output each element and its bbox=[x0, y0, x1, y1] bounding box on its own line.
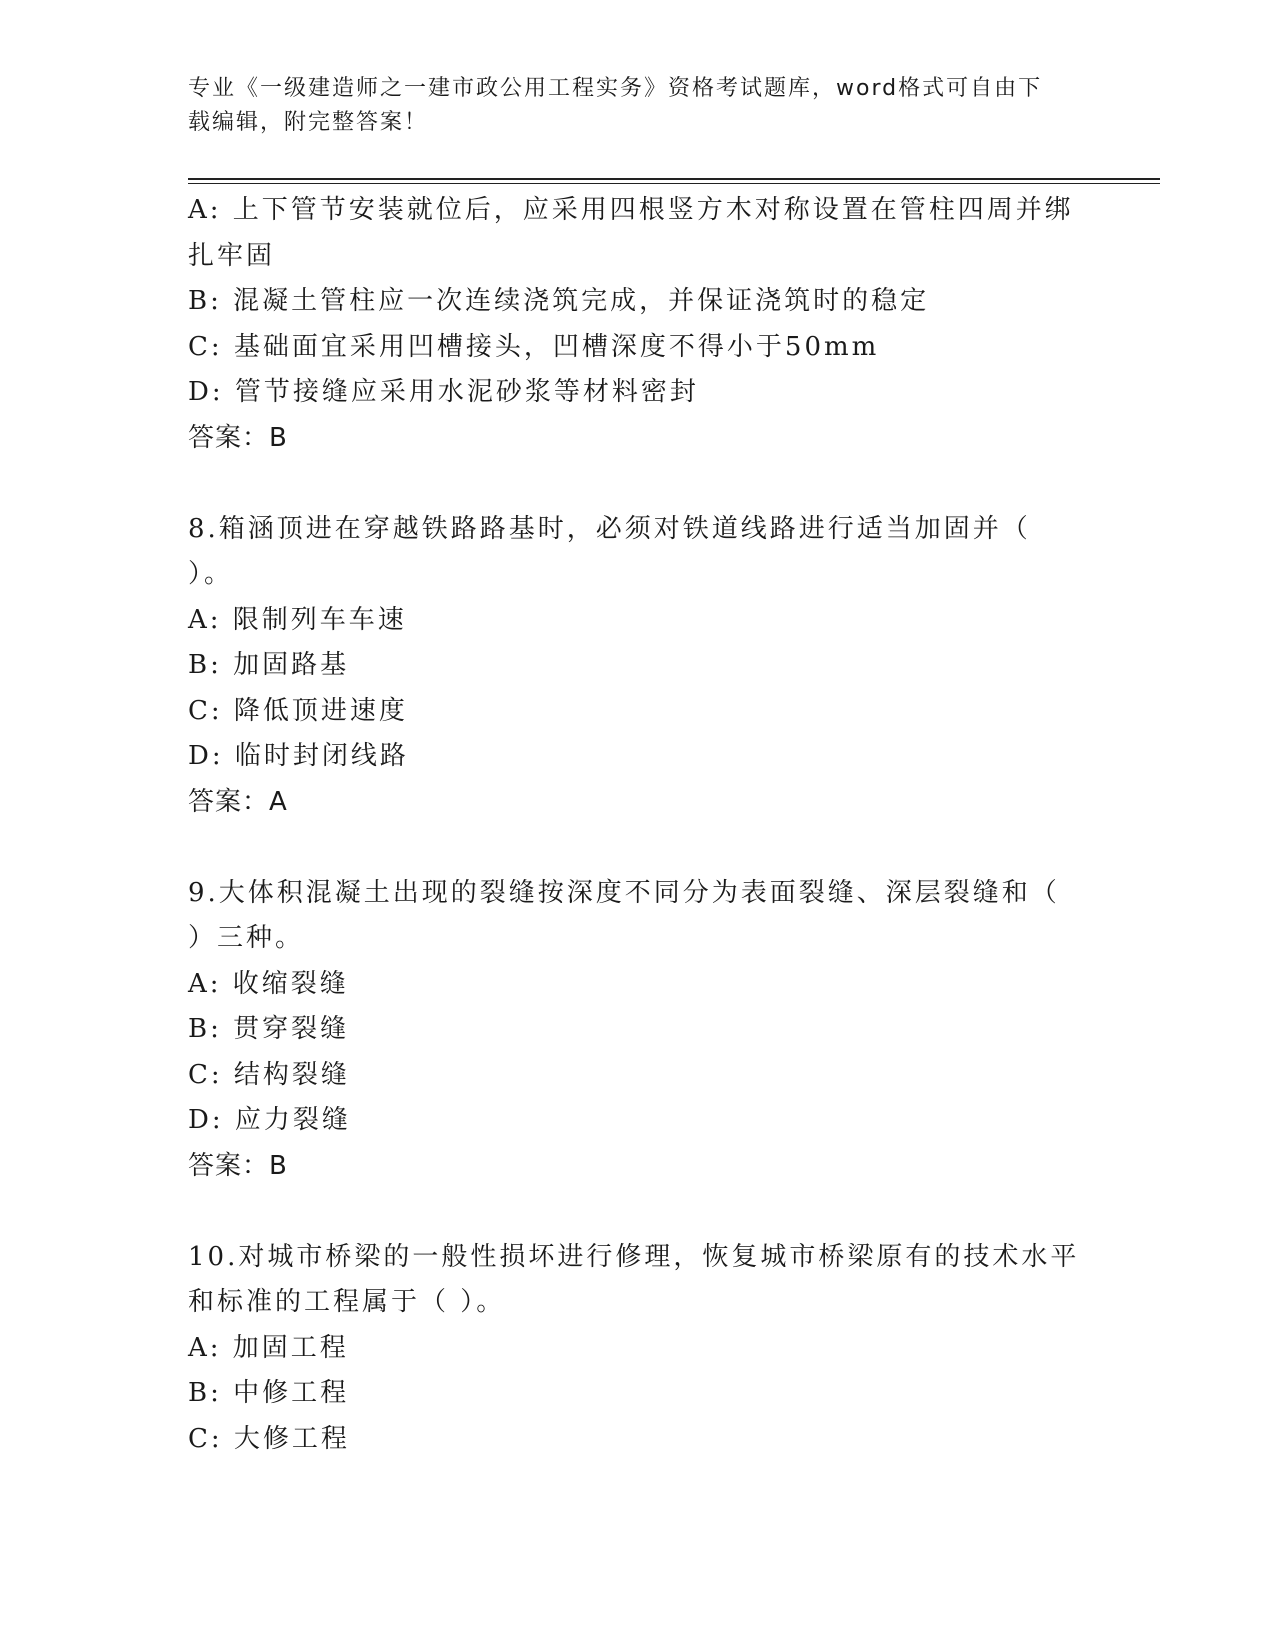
answer: 答案：B bbox=[188, 1150, 288, 1181]
option-b: B: 加固路基 bbox=[188, 650, 350, 680]
question-stem-continued: ）三种。 bbox=[188, 923, 305, 953]
option-b: B: 混凝土管柱应一次连续浇筑完成，并保证浇筑时的稳定 bbox=[188, 286, 930, 316]
spacer bbox=[188, 825, 1088, 871]
header-line-1: 专业《一级建造师之一建市政公用工程实务》资格考试题库，word格式可自由下 bbox=[188, 76, 1043, 101]
question-10 bbox=[188, 1235, 1088, 1463]
header-divider-thick bbox=[188, 178, 1160, 180]
spacer bbox=[188, 461, 1088, 507]
question-stem: 8.箱涵顶进在穿越铁路路基时，必须对铁道线路进行适当加固并（ bbox=[188, 513, 1031, 544]
option-a-continued: 扎牢固 bbox=[188, 240, 276, 271]
option-a: A: 加固工程 bbox=[188, 1332, 349, 1363]
option-b: B: 中修工程 bbox=[188, 1378, 350, 1408]
question-stem-continued: 和标准的工程属于（ ）。 bbox=[188, 1287, 506, 1317]
option-d: D: 管节接缝应采用水泥砂浆等材料密封 bbox=[188, 377, 699, 407]
spacer bbox=[188, 1189, 1088, 1235]
question-stem: 10.对城市桥梁的一般性损坏进行修理，恢复城市桥梁原有的技术水平 bbox=[188, 1241, 1080, 1272]
question-7 bbox=[188, 188, 1088, 461]
answer: 答案：A bbox=[188, 786, 288, 817]
option-a: A: 上下管节安装就位后，应采用四根竖方木对称设置在管柱四周并绑 bbox=[188, 195, 1074, 225]
document-header bbox=[188, 72, 1088, 140]
question-stem-continued: ）。 bbox=[188, 559, 234, 589]
option-c: C: 基础面宜采用凹槽接头，凹槽深度不得小于50mm bbox=[188, 331, 880, 362]
option-c: C: 降低顶进速度 bbox=[188, 695, 408, 726]
question-content bbox=[188, 188, 1088, 1462]
question-8 bbox=[188, 507, 1088, 826]
header-line-2: 载编辑，附完整答案！ bbox=[188, 110, 429, 135]
option-a: A: 限制列车车速 bbox=[188, 604, 407, 635]
question-stem: 9.大体积混凝土出现的裂缝按深度不同分为表面裂缝、深层裂缝和（ bbox=[188, 877, 1060, 908]
header-divider-thin bbox=[188, 183, 1160, 184]
answer: 答案：B bbox=[188, 422, 288, 453]
option-d: D: 应力裂缝 bbox=[188, 1105, 351, 1135]
option-d: D: 临时封闭线路 bbox=[188, 741, 409, 771]
option-a: A: 收缩裂缝 bbox=[188, 968, 349, 999]
option-c: C: 结构裂缝 bbox=[188, 1059, 350, 1090]
question-9 bbox=[188, 871, 1088, 1190]
option-b: B: 贯穿裂缝 bbox=[188, 1014, 350, 1044]
option-c: C: 大修工程 bbox=[188, 1423, 350, 1454]
